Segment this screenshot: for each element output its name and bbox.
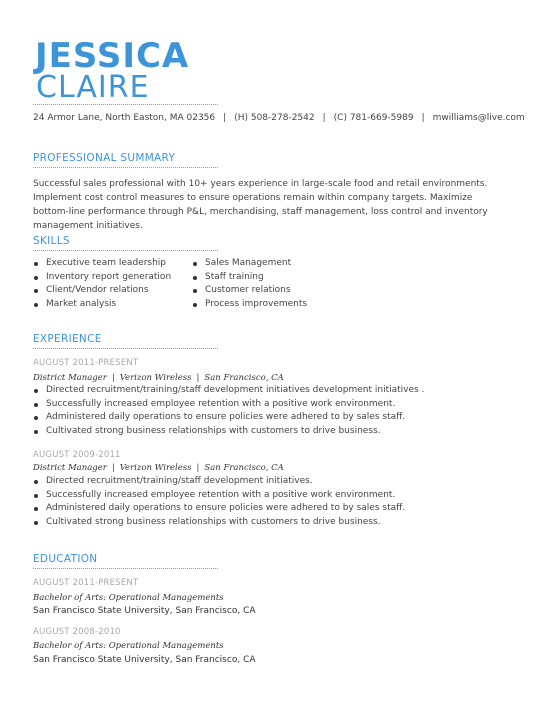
skill-item: Sales Management — [192, 257, 307, 271]
degree: Bachelor of Arts: Operational Managements — [33, 593, 224, 603]
skills-heading: SKILLS — [33, 235, 70, 247]
education-dates: AUGUST 2011-PRESENT — [33, 578, 139, 588]
skill-item: Process improvements — [192, 298, 307, 312]
job-title-line — [33, 372, 284, 384]
skills-list-left — [33, 257, 171, 311]
separator: | — [111, 463, 115, 473]
email: mwilliams@live.com — [432, 113, 525, 123]
divider — [33, 167, 218, 168]
job-location: San Francisco, CA — [204, 463, 284, 473]
job-location: San Francisco, CA — [204, 373, 284, 383]
contact-line — [33, 112, 525, 124]
education-dates: AUGUST 2008-2010 — [33, 627, 121, 637]
skill-item: Client/Vendor relations — [33, 284, 171, 298]
job-company: Verizon Wireless — [119, 373, 192, 383]
divider — [33, 104, 218, 105]
degree: Bachelor of Arts: Operational Managements — [33, 641, 224, 651]
list-item: Administered daily operations to ensure policies were adhered to by sales staff. — [33, 411, 424, 425]
job-title-line — [33, 462, 284, 474]
job-dates: AUGUST 2011-PRESENT — [33, 358, 139, 368]
address: 24 Armor Lane, North Easton, MA 02356 — [33, 113, 216, 123]
separator: | — [196, 463, 200, 473]
job-position: District Manager — [33, 373, 107, 383]
list-item: Directed recruitment/training/staff development initiatives development initiatives . — [33, 384, 424, 398]
list-item: Successfully increased employee retention with a positive work environment. — [33, 398, 424, 412]
job-company: Verizon Wireless — [119, 463, 192, 473]
school: San Francisco State University, San Francisco, CA — [33, 655, 256, 665]
separator: | — [322, 113, 326, 123]
skill-item: Staff training — [192, 271, 307, 285]
summary-heading: PROFESSIONAL SUMMARY — [33, 152, 176, 164]
separator: | — [223, 113, 227, 123]
list-item: Successfully increased employee retention with a positive work environment. — [33, 489, 405, 503]
separator: | — [196, 373, 200, 383]
divider — [33, 568, 218, 569]
job-bullets — [33, 384, 424, 438]
divider — [33, 348, 218, 349]
school: San Francisco State University, San Francisco, CA — [33, 606, 256, 616]
list-item: Directed recruitment/training/staff development initiatives. — [33, 475, 405, 489]
skill-item: Inventory report generation — [33, 271, 171, 285]
job-bullets — [33, 475, 405, 529]
cell-phone: (C) 781-669-5989 — [333, 113, 414, 123]
home-phone: (H) 508-278-2542 — [234, 113, 315, 123]
separator: | — [421, 113, 425, 123]
skill-item: Customer relations — [192, 284, 307, 298]
education-heading: EDUCATION — [33, 553, 98, 565]
skill-item: Market analysis — [33, 298, 171, 312]
job-dates: AUGUST 2009-2011 — [33, 450, 121, 460]
skill-item: Executive team leadership — [33, 257, 171, 271]
first-name: JESSICA — [35, 36, 190, 76]
list-item: Administered daily operations to ensure policies were adhered to by sales staff. — [33, 502, 405, 516]
separator: | — [111, 373, 115, 383]
list-item: Cultivated strong business relationships with customers to drive business. — [33, 425, 424, 439]
job-position: District Manager — [33, 463, 107, 473]
skills-list-right — [192, 257, 307, 311]
divider — [33, 250, 218, 251]
last-name: CLAIRE — [36, 70, 150, 105]
summary-text: Successful sales professional with 10+ years experience in large-scale food and retail environments. Implement cost control measures to ensure operations remain within company targets. Maximize bottom-line performance through P&L, merchandising, staff management, loss control and inventory management initiatives. — [33, 179, 488, 231]
experience-heading: EXPERIENCE — [33, 333, 102, 345]
list-item: Cultivated strong business relationships with customers to drive business. — [33, 516, 405, 530]
